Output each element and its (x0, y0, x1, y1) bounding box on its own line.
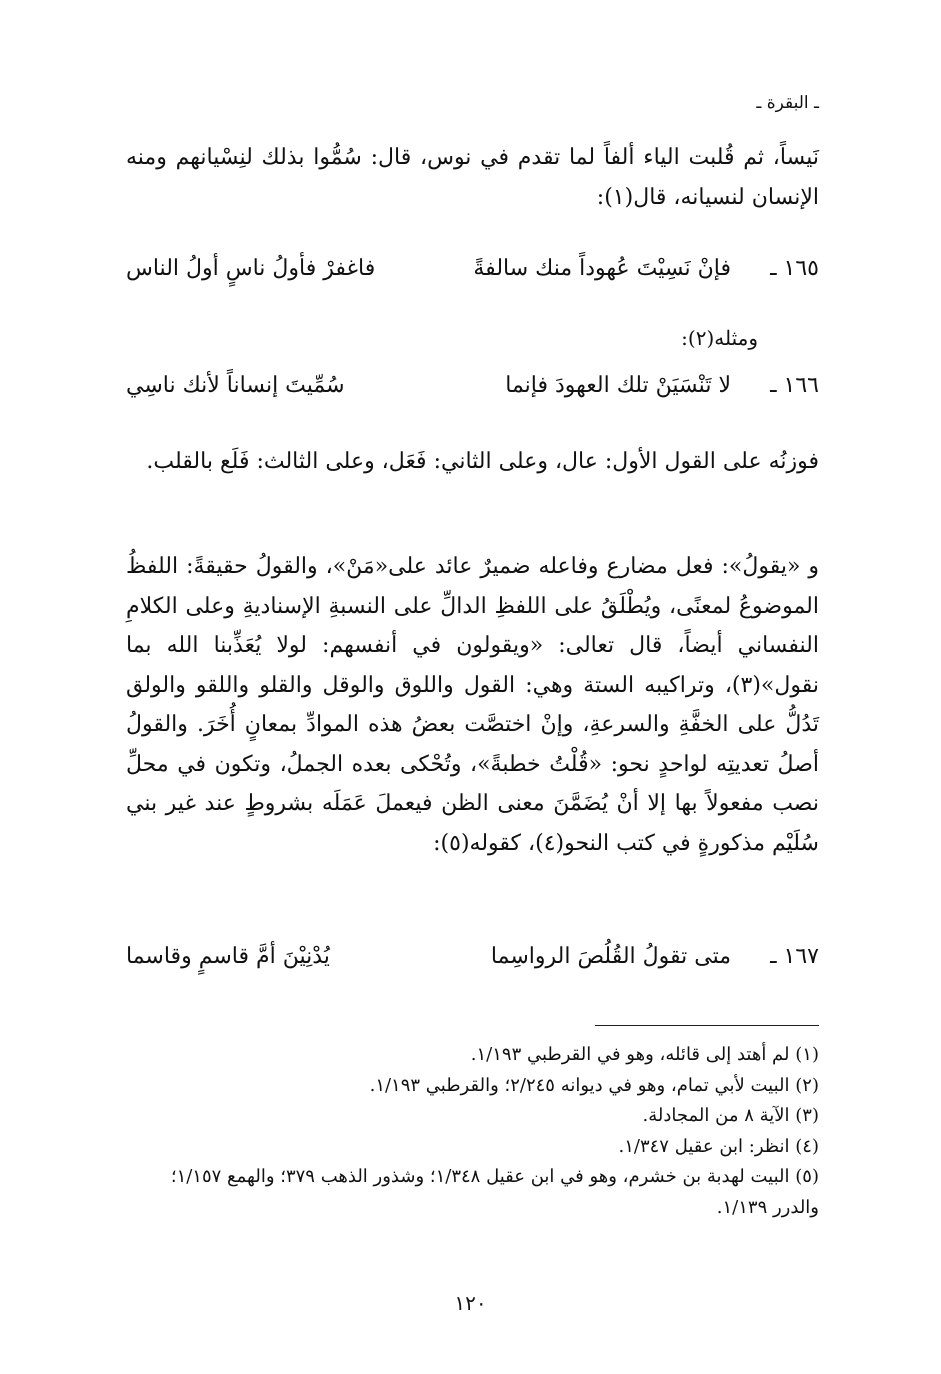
verse-number: ١٦٥ ـ (770, 256, 819, 281)
footnote-marker: (١) (795, 1044, 819, 1065)
footnote-text: الآية ٨ من المجادلة. (642, 1105, 790, 1126)
verse-number: ١٦٧ ـ (770, 944, 819, 969)
footnote-item (126, 1101, 819, 1132)
footnote-text: البيت لهدبة بن خشرم، وهو في ابن عقيل ١/٣٤٨؛ وشذور الذهب ٣٧٩؛ والهمع ١/١٥٧؛ والدرر ١/١٣٩. (170, 1166, 819, 1218)
verse-second-hemistich: يُدْنِيْنَ أمَّ قاسمٍ وقاسما (126, 944, 330, 969)
verse-number: ١٦٦ ـ (770, 373, 819, 398)
footnote-separator (595, 1025, 819, 1026)
verse-second-hemistich: فاغفرْ فأولُ ناسٍ أولُ الناس (126, 256, 376, 281)
footnote-marker: (٥) (795, 1166, 819, 1187)
footnote-item (126, 1132, 819, 1163)
footnote-text: انظر: ابن عقيل ١/٣٤٧. (618, 1135, 790, 1157)
verse-first-hemistich: لا تَنْسَيَنْ تلك العهودَ فإنما (505, 373, 731, 398)
paragraph-yaqulu: و «يقولُ»: فعل مضارع وفاعله ضميرٌ عائد على«مَنْ»، والقولُ حقيقةً: اللفظُ الموضوعُ لمعنًى، ويُطْلَقُ على اللفظِ الدالِّ على النسبةِ الإسناديةِ وعلى الكلامِ النفساني أيضاً، قال تعالى: «ويقولون في أنفسهم: لولا يُعَذِّبنا الله بما نقول»(٣)، وتراكيبه الستة وهي: القول واللوق والوقل والقلو واللقو والولق تَدُلُّ على الخفَّةِ والسرعةِ، وإنْ اختصَّت بعضُ هذه الموادِّ بمعانٍ أُخَرَ. والقولُ أصلُ تعديتِه لواحدٍ نحو: «قُلْتُ خطبةً»، وتُحْكى بعده الجملُ، وتكون في محلِّ نصب مفعولاً بها إلا أنْ يُضَمَّنَ معنى الظن فيعملَ عَمَلَه بشروطٍ عند غير بني سُلَيْم مذكورةٍ في كتب النحو(٤)، كقوله(٥): (126, 554, 819, 856)
footnote-marker: (٢) (795, 1074, 819, 1096)
footnote-text: لم أهتد إلى قائله، وهو في القرطبي ١/١٩٣. (470, 1044, 790, 1065)
running-header: ـ البقرة ـ (756, 93, 819, 113)
footnote-item (126, 1040, 819, 1071)
footnote-item (126, 1071, 819, 1102)
footnote-item (126, 1162, 819, 1223)
verse-second-hemistich: سُمِّيتَ إنساناً لأنك ناسِي (126, 373, 345, 398)
verse-first-hemistich: متى تقولُ القُلُصَ الرواسِما (490, 944, 731, 969)
page-number: ١٢٠ (454, 1291, 487, 1315)
verse-165 (126, 249, 819, 289)
verse-166 (126, 366, 819, 406)
verse-167 (126, 937, 819, 977)
footnote-marker: (٣) (795, 1105, 819, 1126)
footnotes-list (126, 1040, 819, 1223)
footnote-marker: (٤) (795, 1135, 819, 1157)
paragraph-pattern: فوزنُه على القول الأول: عال، وعلى الثاني: فَعَل، وعلى الثالث: فَلَع بالقلب. (146, 449, 819, 474)
paragraph-similar-label: ومثله(٢): (681, 326, 758, 350)
paragraph-intro: نَيساً، ثم قُلبت الياء ألفاً لما تقدم في نوس، قال: سُمُّوا بذلك لنِسْيانهم ومنه الإنسان لنسيانه، قال(١): (126, 145, 819, 210)
footnote-text: البيت لأبي تمام، وهو في ديوانه ٢/٢٤٥؛ والقرطبي ١/١٩٣. (369, 1074, 790, 1096)
verse-first-hemistich: فإنْ نَسِيْتَ عُهوداً منك سالفةً (473, 256, 731, 281)
